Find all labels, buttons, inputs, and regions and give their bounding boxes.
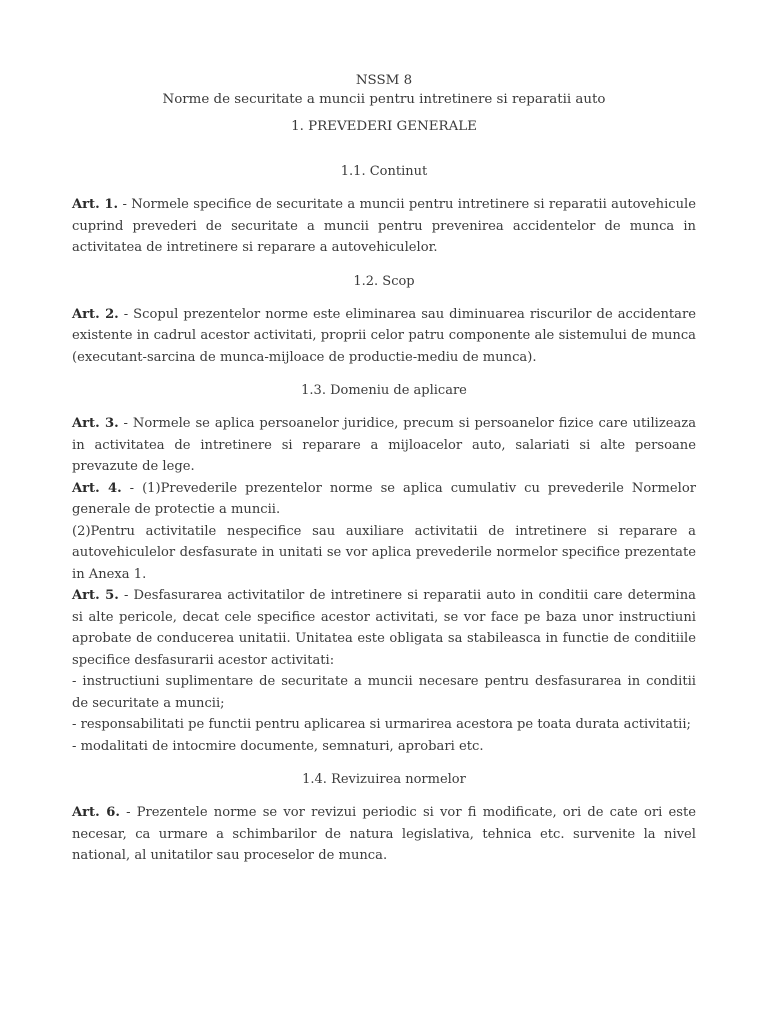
subsection-continut: 1.1. Continut <box>340 164 428 179</box>
subsection-revizuire: 1.4. Revizuirea normelor <box>302 772 466 787</box>
article-3-text: - Normele se aplica persoanelor juridice, precum si persoanelor fizice care utilizeaza in activitatea de intretinere si reparare a mijloacelor auto, salariati si alte persoane prevazute de lege. <box>72 416 697 474</box>
article-5-list-item: - instructiuni suplimentare de securitate a muncii necesare pentru desfasurarea in conditii de securitate a muncii; <box>72 674 696 711</box>
article-2-text: - Scopul prezentelor norme este eliminarea sau diminuarea riscurilor de accidentare existente in cadrul acestor activitati, proprii celor patru componente ale sistemului de munca (executant-sarcina de munca-mijloace de productie-mediu de munca). <box>72 306 696 365</box>
article-2-label: Art. 2. <box>72 306 119 322</box>
article-3 <box>72 413 696 478</box>
article-5 <box>72 585 696 671</box>
section-heading-general: 1. PREVEDERI GENERALE <box>291 119 477 134</box>
article-4-label: Art. 4. <box>72 480 122 496</box>
article-1-text: - Normele specifice de securitate a muncii pentru intretinere si reparatii autovehicule cuprind prevederi de securitate a muncii pentru prevenirea accidentelor de munca in activitatea de intretinere si reparare a autovehiculelor. <box>72 197 696 255</box>
subsection-domeniu: 1.3. Domeniu de aplicare <box>301 383 467 398</box>
article-5-label: Art. 5. <box>72 588 119 603</box>
article-4 <box>72 478 696 521</box>
article-1-label: Art. 1. <box>72 197 119 212</box>
article-5-list-item: - responsabilitati pe functii pentru aplicarea si urmarirea acestora pe toata durata activitatii; <box>72 717 691 732</box>
article-6 <box>72 802 696 867</box>
document-title: Norme de securitate a muncii pentru intretinere si reparatii auto <box>162 92 606 107</box>
article-3-label: Art. 3. <box>72 416 119 431</box>
article-6-label: Art. 6. <box>72 805 120 820</box>
subsection-scop: 1.2. Scop <box>353 273 415 289</box>
article-2 <box>72 304 696 369</box>
article-4-paragraph-2: (2)Pentru activitatile nespecifice sau auxiliare activitatii de intretinere si reparare a autovehiculelor desfasurate in unitati se vor aplica prevederile normelor specifice prezentate in Anexa 1. <box>72 523 696 582</box>
article-5-list-item: - modalitati de intocmire documente, semnaturi, aprobari etc. <box>72 738 484 754</box>
article-4-text: - (1)Prevederile prezentelor norme se aplica cumulativ cu prevederile Normelor generale de protectie a muncii. <box>72 480 696 517</box>
article-6-text: - Prezentele norme se vor revizui periodic si vor fi modificate, ori de cate ori este necesar, ca urmare a schimbarilor de natura legislativa, tehnica etc. survenite la nivel national, al unitatilor sau proceselor de munca. <box>72 805 696 863</box>
article-5-text: - Desfasurarea activitatilor de intretinere si reparatii auto in conditii care determina si alte pericole, decat cele specifice acestor activitati, se vor face pe baza unor instructiuni aprobate de conducerea unitatii. Unitatea este obligata sa stabileasca in functie de conditiile specifice desfasurarii acestor activitati: <box>72 588 696 668</box>
article-1 <box>72 194 696 259</box>
document-code: NSSM 8 <box>355 73 413 88</box>
